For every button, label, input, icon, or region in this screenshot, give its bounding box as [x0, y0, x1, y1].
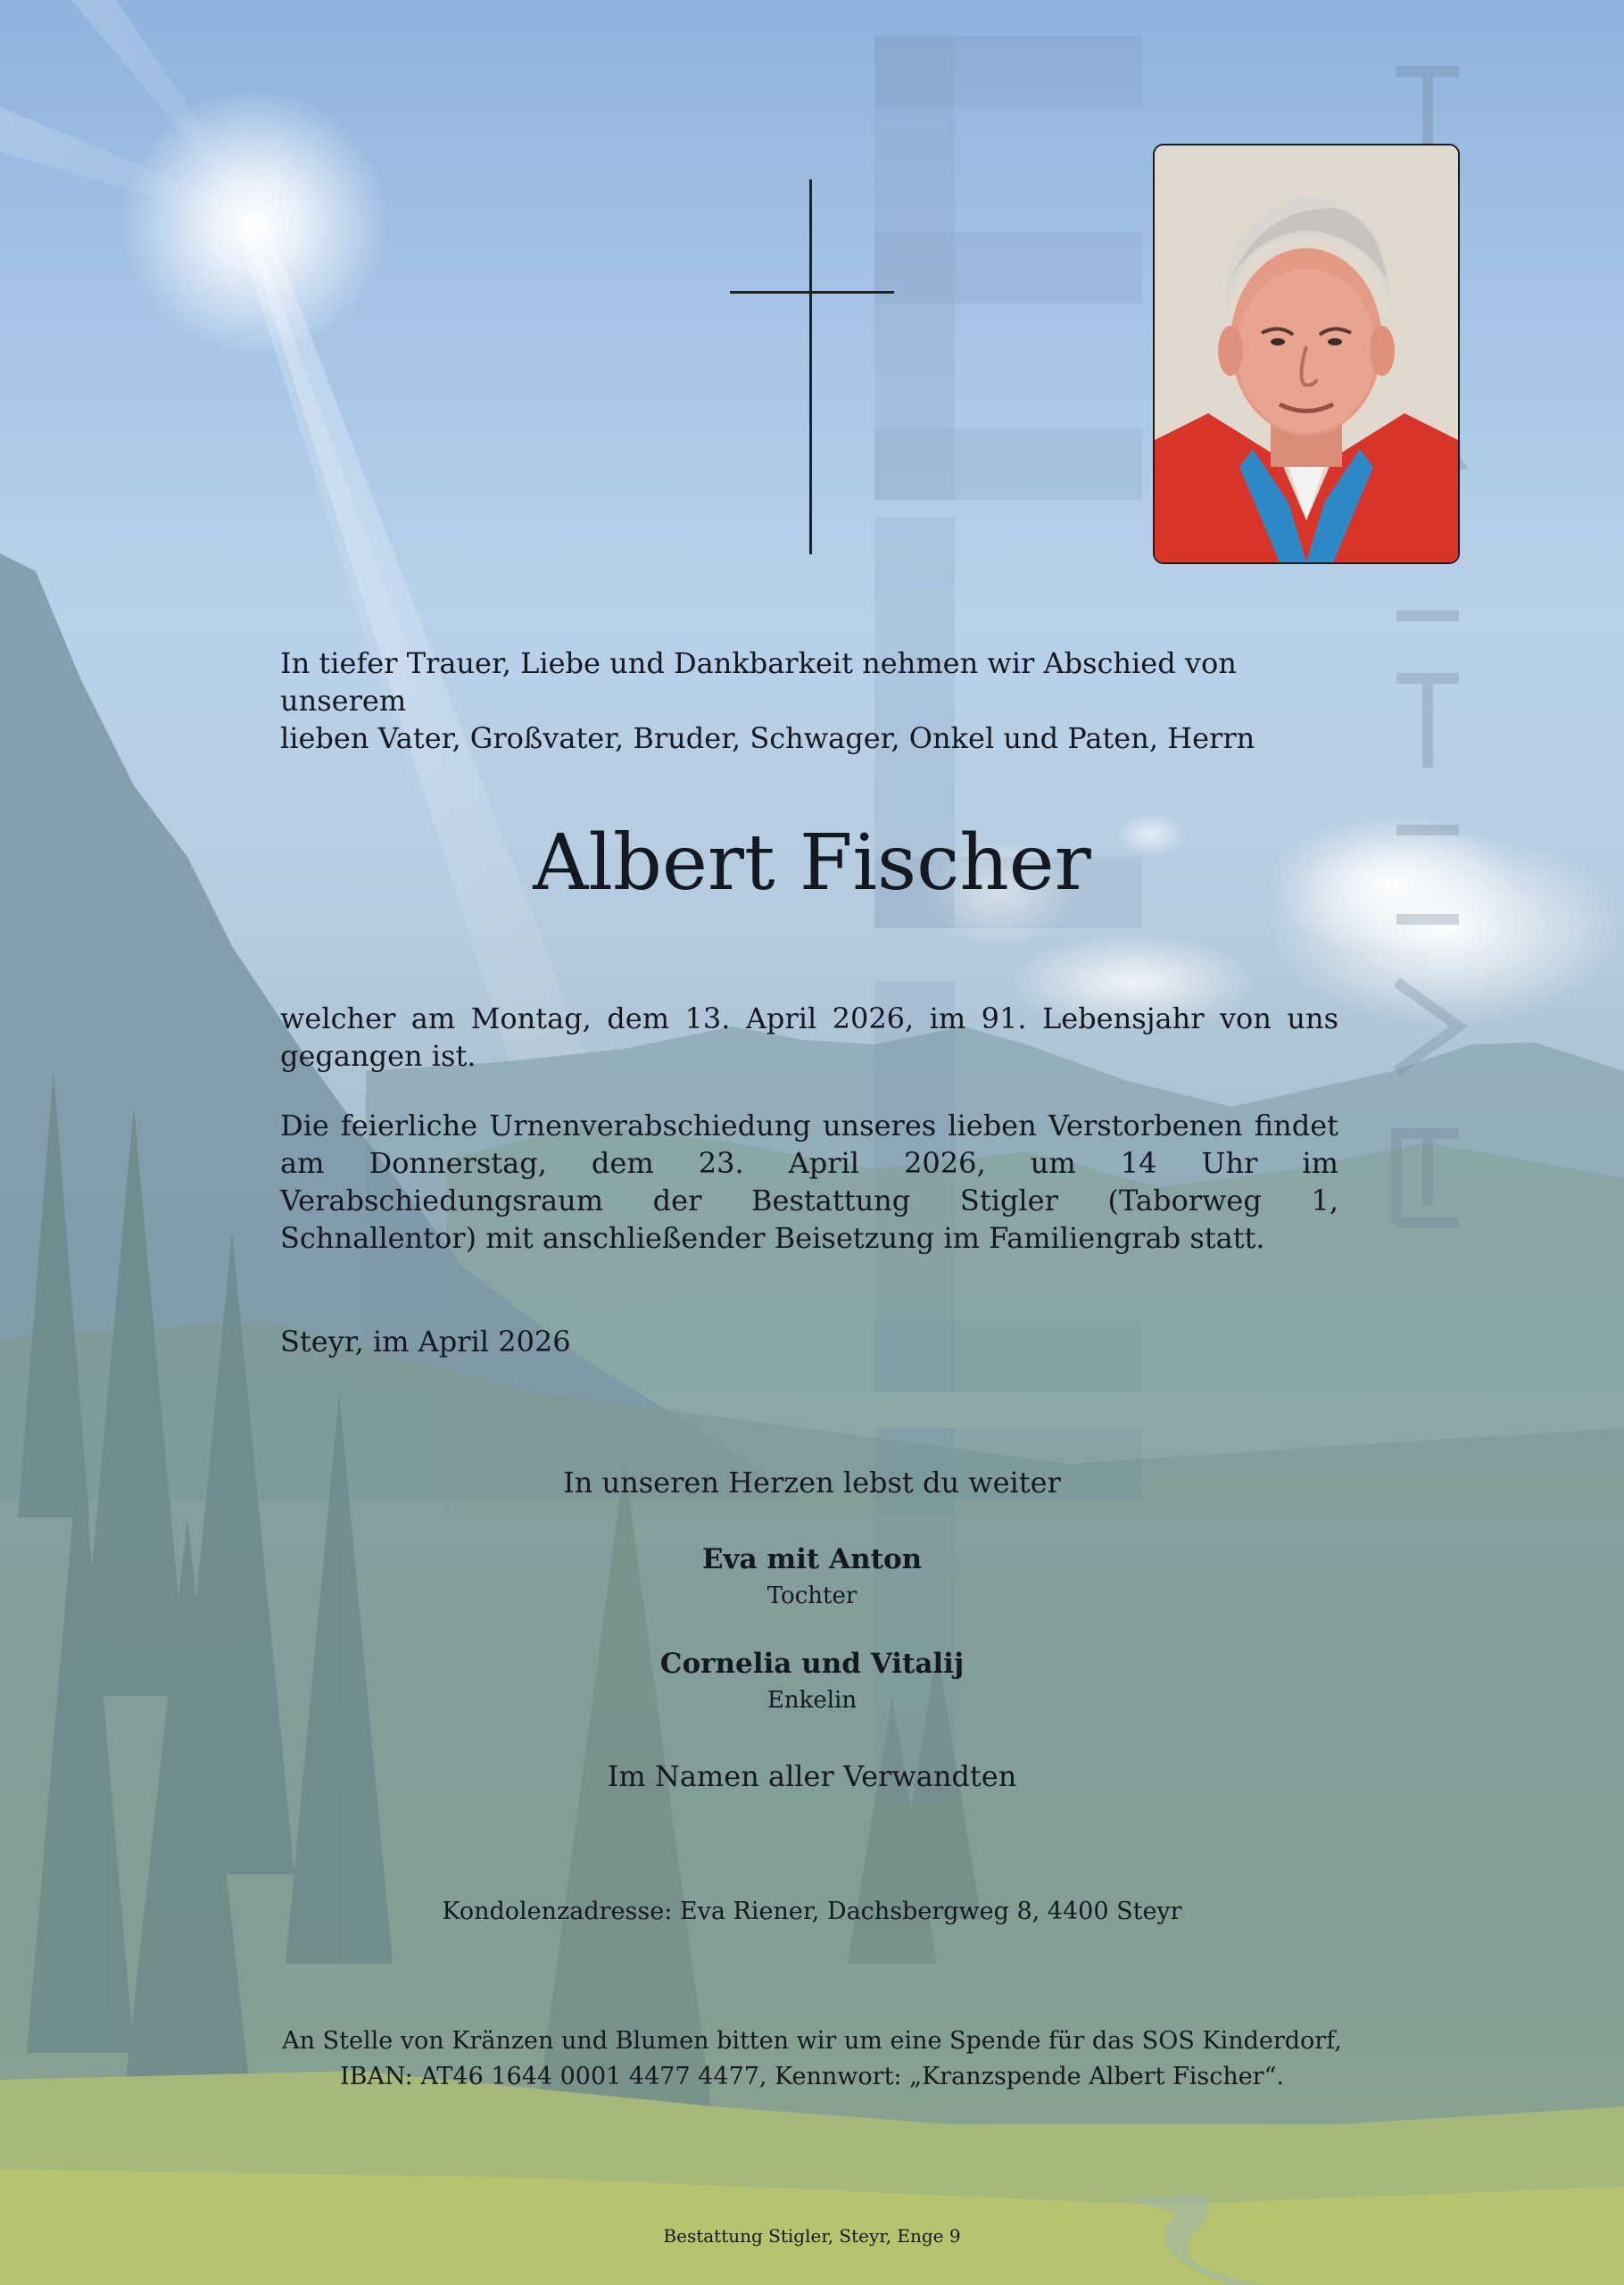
footer-undertaker: Bestattung Stigler, Steyr, Enge 9	[663, 2225, 961, 2247]
relatives-line: Im Namen aller Verwandten	[607, 1759, 1017, 1793]
ceremony-text: Die feierliche Urnenverabschiedung unseres lieben Verstorbenen findet am Donnerstag, dem 23. April 2026, um 14 Uhr im Verabschiedungsraum der Bestattung Stigler (Taborweg 1, Schnallentor) mit anschließender Beisetzung im Familiengrab statt.	[280, 1109, 1338, 1255]
portrait-photo	[1153, 144, 1460, 564]
donation-line-1: An Stelle von Kränzen und Blumen bitten wir um eine Spende für das SOS Kinderdorf,	[282, 2027, 1342, 2055]
mourner-relation-2: Enkelin	[766, 1687, 858, 1714]
deceased-name: Albert Fischer	[533, 818, 1091, 908]
heart-line: In unseren Herzen lebst du weiter	[563, 1466, 1061, 1500]
mourner-relation-1: Tochter	[766, 1583, 858, 1609]
mourner-name-1: Eva mit Anton	[701, 1543, 923, 1575]
passing-text: welcher am Montag, dem 13. April 2026, im 91. Lebensjahr von uns gegangen ist.	[280, 1001, 1338, 1073]
intro-line-2: lieben Vater, Großvater, Bruder, Schwager, Onkel und Paten, Herrn	[280, 721, 1255, 755]
donation-line-2: IBAN: AT46 1644 0001 4477 4477, Kennwort: „Kranzspende Albert Fischer“.	[340, 2063, 1284, 2090]
condolence-address: Kondolenzadresse: Eva Riener, Dachsbergweg 8, 4400 Steyr	[442, 1898, 1182, 1925]
place-date: Steyr, im April 2026	[280, 1325, 571, 1359]
intro-text	[280, 644, 1351, 757]
intro-line-1: In tiefer Trauer, Liebe und Dankbarkeit nehmen wir Abschied von unserem	[280, 646, 1237, 718]
sun-glow	[120, 89, 388, 357]
mourner-name-2: Cornelia und Vitalij	[659, 1648, 965, 1680]
